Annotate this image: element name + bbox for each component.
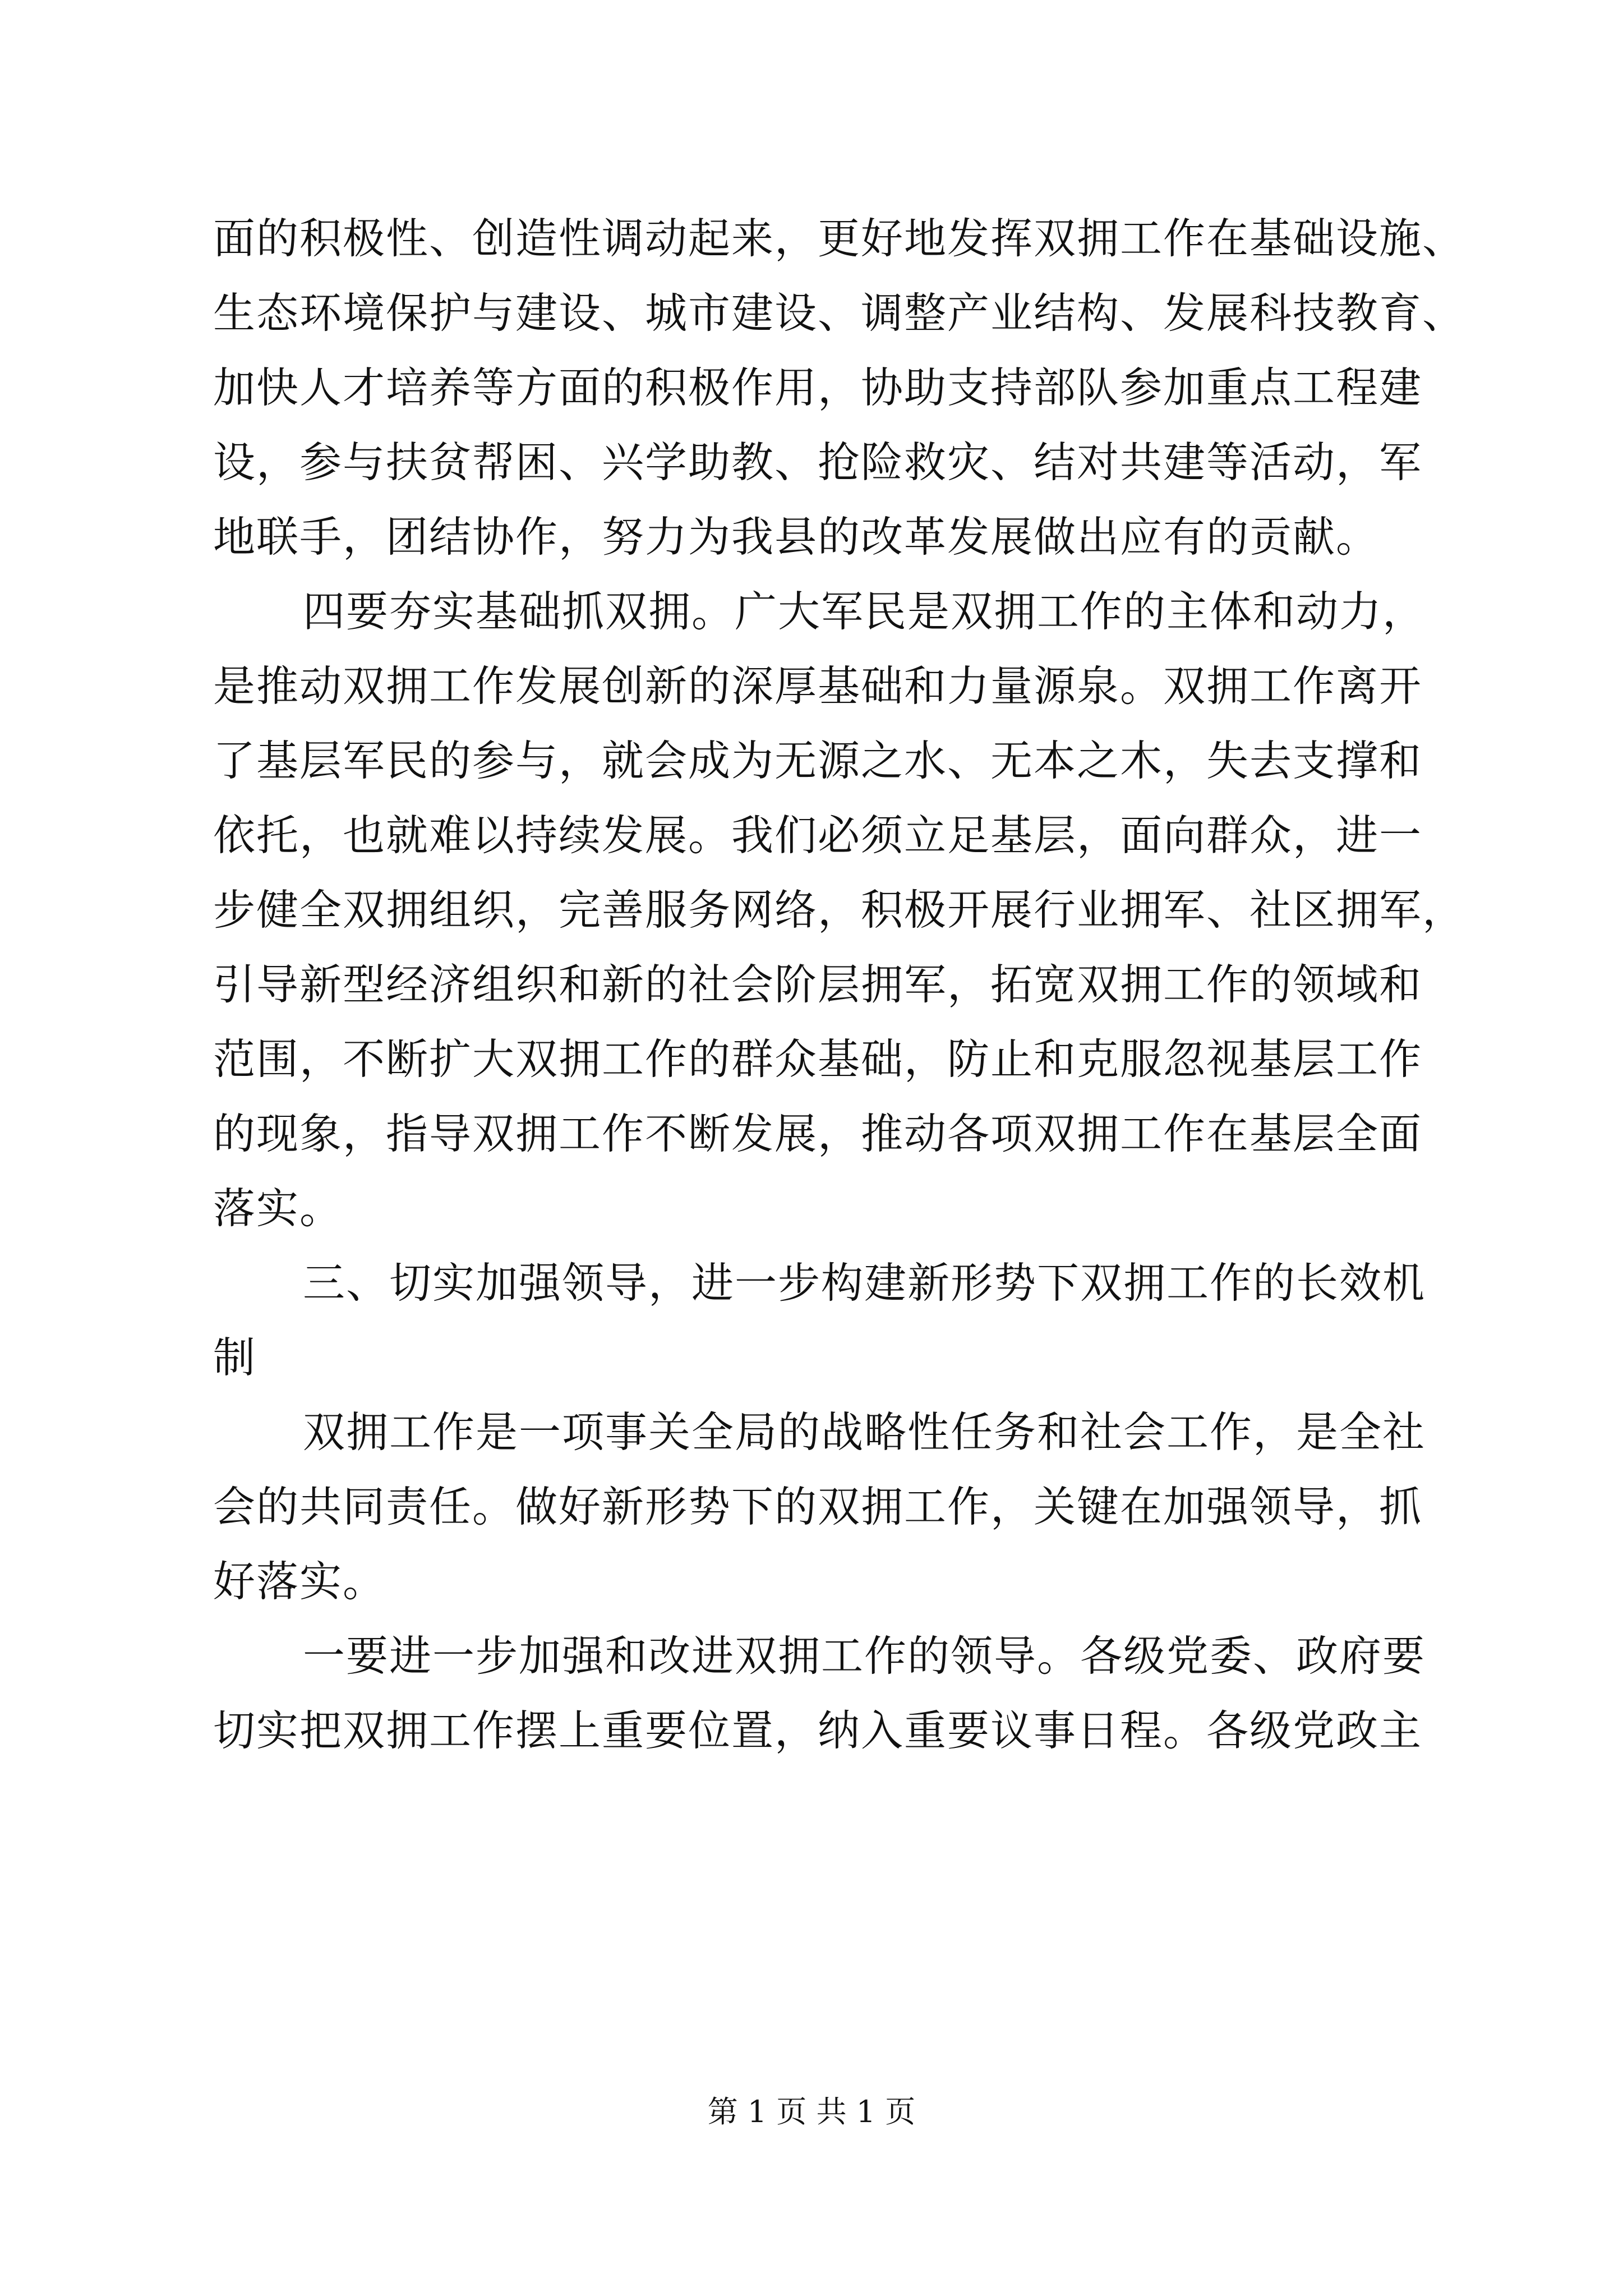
- page-footer: 第 1 页 共 1 页: [707, 2094, 916, 2129]
- text-line: 的现象，指导双拥工作不断发展，推动各项双拥工作在基层全面: [213, 1109, 1423, 1158]
- text-line: 好落实。: [213, 1557, 386, 1606]
- text-line: 落实。: [213, 1184, 343, 1233]
- paragraph-start-line: 一要进一步加强和改进双拥工作的领导。各级党委、政府要: [303, 1631, 1426, 1681]
- text-line: 切实把双拥工作摆上重要位置，纳入重要议事日程。各级党政主: [213, 1706, 1423, 1755]
- text-line: 地联手，团结协作，努力为我县的改革发展做出应有的贡献。: [213, 512, 1380, 562]
- text-line: 面的积极性、创造性调动起来，更好地发挥双拥工作在基础设施、: [213, 214, 1466, 263]
- text-line: 了基层军民的参与，就会成为无源之水、无本之木，失去支撑和: [213, 736, 1423, 785]
- section-heading-line: 三、切实加强领导，进一步构建新形势下双拥工作的长效机: [303, 1258, 1426, 1308]
- text-line: 是推动双拥工作发展创新的深厚基础和力量源泉。双拥工作离开: [213, 661, 1423, 711]
- text-line: 步健全双拥组织，完善服务网络，积极开展行业拥军、社区拥军，: [213, 885, 1466, 935]
- text-line: 生态环境保护与建设、城市建设、调整产业结构、发展科技教育、: [213, 288, 1466, 338]
- text-line: 设，参与扶贫帮困、兴学助教、抢险救灾、结对共建等活动，军: [213, 438, 1423, 487]
- text-line: 加快人才培养等方面的积极作用，协助支持部队参加重点工程建: [213, 363, 1423, 412]
- text-line: 引导新型经济组织和新的社会阶层拥军，拓宽双拥工作的领域和: [213, 960, 1423, 1009]
- text-line: 范围，不断扩大双拥工作的群众基础，防止和克服忽视基层工作: [213, 1034, 1423, 1084]
- paragraph-start-line: 四要夯实基础抓双拥。广大军民是双拥工作的主体和动力，: [303, 587, 1426, 636]
- paragraph-start-line: 双拥工作是一项事关全局的战略性任务和社会工作，是全社: [303, 1407, 1426, 1457]
- text-line: 会的共同责任。做好新形势下的双拥工作，关键在加强领导，抓: [213, 1482, 1423, 1531]
- section-heading-line: 制: [213, 1333, 257, 1382]
- text-line: 依托，也就难以持续发展。我们必须立足基层，面向群众，进一: [213, 811, 1423, 860]
